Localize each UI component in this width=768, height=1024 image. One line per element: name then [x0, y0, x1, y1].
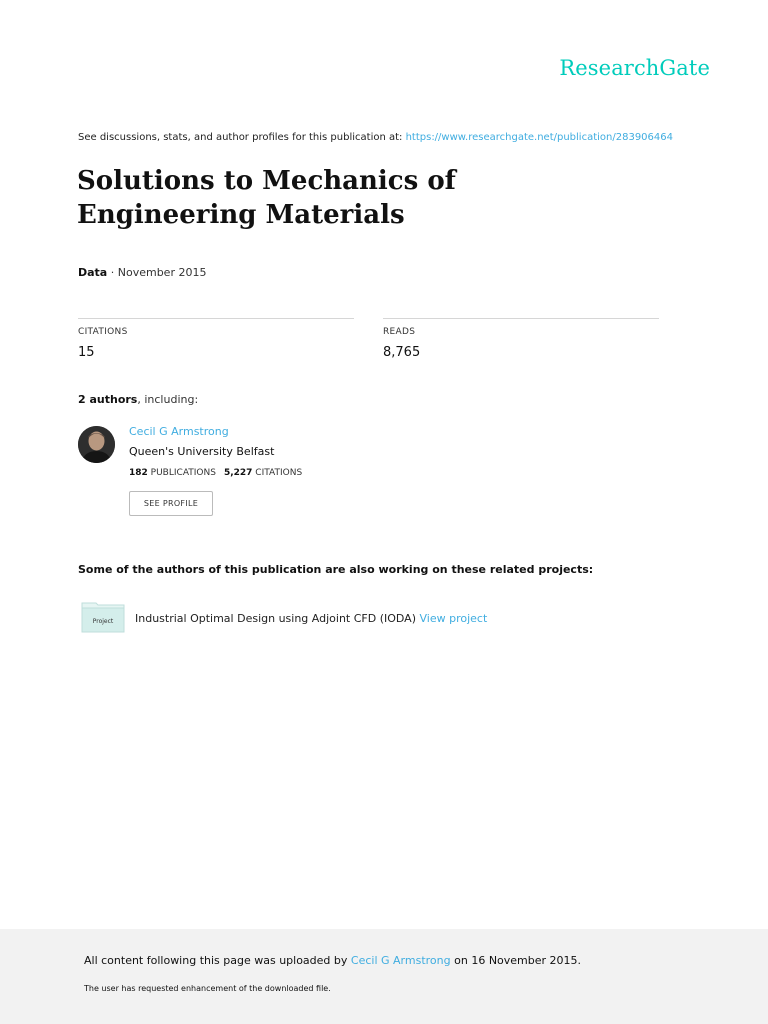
publication-type: Data — [78, 266, 108, 279]
publication-date: · November 2015 — [107, 266, 207, 279]
footer — [0, 929, 768, 1024]
discussion-text: See discussions, stats, and author profiles for this publication at: — [78, 132, 406, 143]
upload-suffix: on 16 November 2015. — [450, 954, 582, 967]
author-publications-label: PUBLICATIONS — [150, 468, 216, 478]
project-item — [135, 612, 487, 625]
upload-prefix: All content following this page was uploaded by — [84, 954, 351, 967]
researchgate-logo[interactable]: ResearchGate — [559, 56, 710, 80]
upload-notice — [84, 954, 581, 967]
enhancement-note: The user has requested enhancement of the downloaded file. — [84, 984, 331, 993]
author-stats — [129, 468, 302, 478]
uploader-link[interactable]: Cecil G Armstrong — [350, 954, 451, 967]
publication-url-link[interactable]: https://www.researchgate.net/publication/283906464 — [405, 132, 673, 143]
author-citations-count: 5,227 — [223, 468, 253, 478]
citations-stat — [78, 318, 354, 360]
citations-value: 15 — [78, 345, 95, 360]
related-projects-heading: Some of the authors of this publication are also working on these related projects: — [78, 563, 594, 576]
author-institution: Queen's University Belfast — [129, 445, 275, 458]
author-name-link[interactable]: Cecil G Armstrong — [129, 425, 229, 438]
reads-stat — [383, 318, 659, 360]
avatar-photo-icon — [78, 426, 115, 463]
view-project-link[interactable]: View project — [419, 612, 488, 625]
reads-label: READS — [383, 327, 416, 337]
discussion-line — [78, 132, 673, 143]
publication-meta — [78, 266, 206, 279]
project-folder-icon — [81, 601, 125, 633]
reads-value: 8,765 — [383, 345, 421, 360]
authors-summary — [78, 393, 198, 406]
author-citations-label: CITATIONS — [255, 468, 303, 478]
project-name: Industrial Optimal Design using Adjoint CFD (IODA) — [135, 612, 416, 625]
see-profile-button[interactable]: SEE PROFILE — [129, 491, 213, 516]
citations-label: CITATIONS — [78, 327, 128, 337]
author-avatar[interactable] — [78, 426, 115, 463]
authors-count: 2 authors — [78, 393, 138, 406]
publication-title: Solutions to Mechanics of Engineering Materials — [77, 166, 456, 230]
project-icon-label: Project — [92, 618, 114, 625]
authors-including: , including: — [137, 393, 199, 406]
author-publications-count: 182 — [129, 468, 148, 478]
